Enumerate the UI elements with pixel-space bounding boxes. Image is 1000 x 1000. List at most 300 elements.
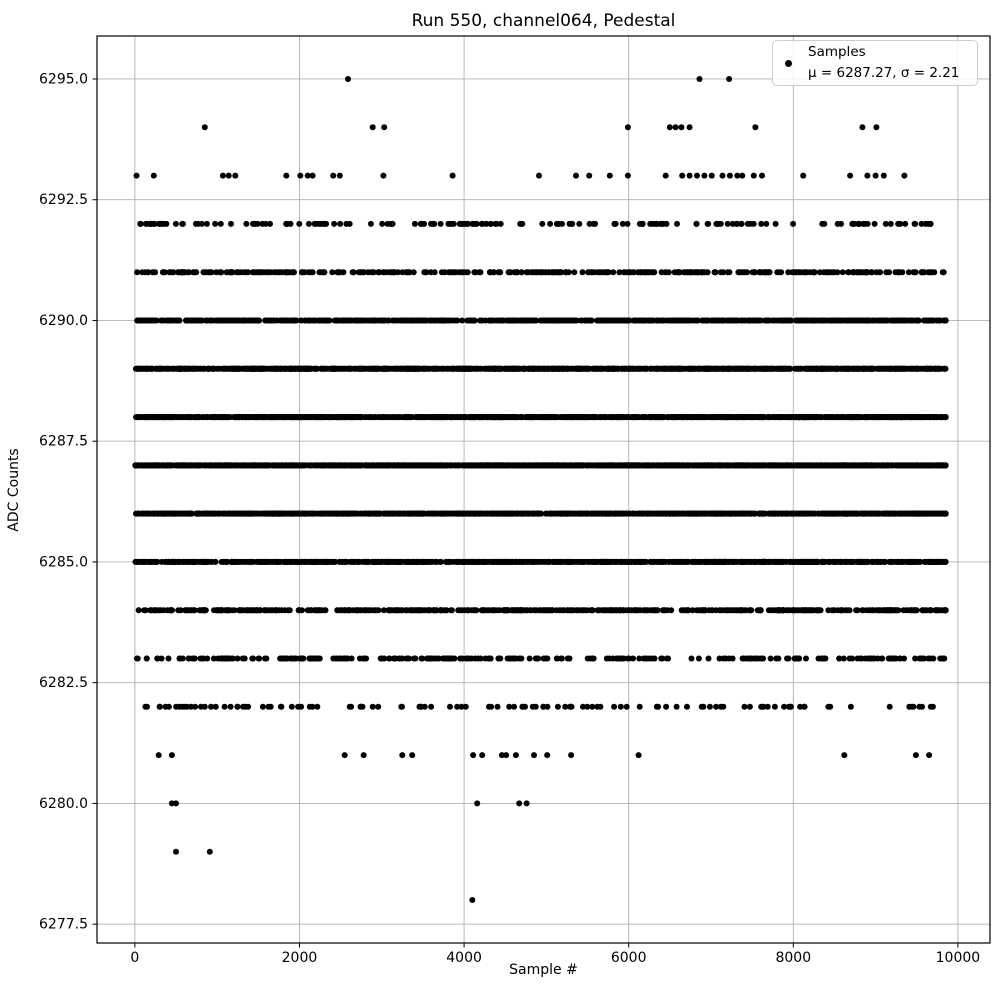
sample-point [185,318,191,324]
sample-point [777,269,783,275]
sample-point [756,318,762,324]
sample-point [305,366,311,372]
sample-point [566,318,572,324]
sample-point [218,269,224,275]
sample-point [943,318,949,324]
sample-point [692,414,698,420]
sample-point [733,318,739,324]
sample-point [500,414,506,420]
sample-point [895,269,901,275]
sample-point [220,173,226,179]
sample-point [586,173,592,179]
sample-point [643,366,649,372]
sample-point [405,366,411,372]
sample-point [663,173,669,179]
sample-point [864,269,870,275]
sample-point [859,414,865,420]
sample-point [901,173,907,179]
sample-point [212,221,218,227]
sample-point [513,414,519,420]
sample-point [612,318,618,324]
sample-point [604,269,610,275]
sample-point [260,269,266,275]
sample-point [370,124,376,130]
sample-point [514,269,520,275]
sample-point [440,318,446,324]
sample-point [889,414,895,420]
sample-point [134,173,140,179]
sample-point [701,173,707,179]
sample-point [449,221,455,227]
sample-point [912,221,918,227]
sample-point [835,221,841,227]
sample-point [779,318,785,324]
sample-point [914,318,920,324]
sample-point [660,221,666,227]
sample-point [873,124,879,130]
sample-point [702,366,708,372]
sample-point [426,366,432,372]
sample-point [676,269,682,275]
sample-point [625,124,631,130]
sample-point [859,366,865,372]
sample-point [457,366,463,372]
sample-point [389,221,395,227]
sample-point [864,173,870,179]
sample-point [227,318,233,324]
sample-point [438,221,444,227]
sample-point [720,414,726,420]
sample-point [873,173,879,179]
sample-point [750,366,756,372]
sample-point [597,318,603,324]
sample-point [144,221,150,227]
sample-point [765,318,771,324]
sample-point [395,414,401,420]
sample-point [193,269,199,275]
sample-point [733,414,739,420]
sample-point [382,366,388,372]
sample-point [840,269,846,275]
sample-point [380,173,386,179]
sample-point [849,221,855,227]
sample-point [821,269,827,275]
sample-point [330,173,336,179]
sample-point [694,173,700,179]
sample-point [368,221,374,227]
sample-point [919,269,925,275]
sample-point [737,269,743,275]
sample-point [705,221,711,227]
sample-point [162,269,168,275]
sample-point [613,221,619,227]
sample-point [559,221,565,227]
sample-point [697,366,703,372]
sample-point [538,318,544,324]
sample-point [592,221,598,227]
sample-point [718,221,724,227]
sample-point [179,221,185,227]
sample-point [137,221,143,227]
sample-point [399,366,405,372]
sample-point [925,269,931,275]
sample-point [821,318,827,324]
sample-point [173,221,179,227]
sample-point [539,414,545,420]
sample-point [821,221,827,227]
sample-point [790,221,796,227]
sample-point [321,221,327,227]
sample-point [739,173,745,179]
sample-point [209,269,215,275]
sample-point [727,366,733,372]
sample-point [152,221,158,227]
sample-point [576,221,582,227]
sample-point [498,221,504,227]
sample-point [610,414,616,420]
sample-point [773,221,779,227]
sample-point [914,414,920,420]
sample-point [665,366,671,372]
sample-point [191,318,197,324]
sample-point [232,173,238,179]
sample-point [326,414,332,420]
sample-point [145,269,151,275]
sample-point [758,221,764,227]
sample-point [526,366,532,372]
sample-point [220,318,226,324]
sample-point [283,173,289,179]
sample-point [433,366,439,372]
sample-point [368,414,374,420]
sample-point [678,124,684,130]
sample-point [782,366,788,372]
sample-point [476,414,482,420]
sample-point [248,318,254,324]
sample-point [660,318,666,324]
sample-point [659,269,665,275]
sample-point [361,269,367,275]
sample-point [490,414,496,420]
sample-point [558,318,564,324]
sample-point [243,221,249,227]
sample-point [366,366,372,372]
sample-point [888,221,894,227]
sample-point [895,318,901,324]
sample-point [804,318,810,324]
sample-point [507,318,513,324]
sample-point [652,221,658,227]
sample-point [228,221,234,227]
sample-point [331,221,337,227]
sample-point [152,414,158,420]
sample-point [838,318,844,324]
sample-point [339,318,345,324]
chart-title: Run 550, channel064, Pedestal [411,11,676,31]
sample-point [359,414,365,420]
sample-point [533,414,539,420]
sample-point [337,221,343,227]
sample-point [573,173,579,179]
sample-point [828,318,834,324]
sample-point [403,414,409,420]
sample-point [803,269,809,275]
sample-point [712,269,718,275]
sample-point [596,366,602,372]
sample-point [499,318,505,324]
sample-point [337,414,343,420]
sample-point [733,221,739,227]
sample-point [213,318,219,324]
sample-point [424,414,430,420]
sample-point [424,269,430,275]
sample-point [726,76,732,82]
sample-point [774,366,780,372]
sample-point [847,173,853,179]
sample-point [197,414,203,420]
sample-point [941,269,947,275]
sample-point [293,414,299,420]
sample-point [855,269,861,275]
sample-point [466,366,472,372]
sample-point [597,414,603,420]
sample-point [892,366,898,372]
sample-point [666,269,672,275]
sample-point [912,269,918,275]
sample-point [384,269,390,275]
sample-point [674,221,680,227]
sample-point [333,366,339,372]
sample-point [928,366,934,372]
sample-point [442,269,448,275]
sample-point [321,269,327,275]
sample-point [877,269,883,275]
sample-point [785,269,791,275]
sample-point [350,414,356,420]
sample-point [747,318,753,324]
sample-point [231,366,237,372]
sample-point [931,269,937,275]
sample-point [319,414,325,420]
sample-point [568,221,574,227]
sample-point [193,221,199,227]
sample-point [325,366,331,372]
sample-point [314,366,320,372]
sample-point [786,414,792,420]
sample-point [757,414,763,420]
sample-point [620,221,626,227]
sample-point [539,366,545,372]
sample-point [412,221,418,227]
sample-point [232,414,238,420]
sample-point [297,173,303,179]
sample-point [580,269,586,275]
sample-point [532,269,538,275]
sample-point [843,366,849,372]
sample-point [635,269,641,275]
sample-point [346,366,352,372]
sample-point [902,318,908,324]
sample-point [185,414,191,420]
sample-point [935,366,941,372]
sample-point [897,414,903,420]
sample-point [302,318,308,324]
sample-point [884,318,890,324]
sample-point [575,366,581,372]
sample-point [381,124,387,130]
sample-point [280,318,286,324]
sample-point [617,414,623,420]
sample-point [627,366,633,372]
sample-point [168,414,174,420]
sample-point [697,76,703,82]
sample-point [289,366,295,372]
sample-point [718,269,724,275]
sample-point [137,366,143,372]
sample-point [718,318,724,324]
sample-point [625,173,631,179]
sample-point [470,221,476,227]
sample-point [845,414,851,420]
sample-point [583,318,589,324]
sample-point [291,269,297,275]
sample-point [532,318,538,324]
sample-point [632,414,638,420]
sample-point [450,173,456,179]
sample-point [175,414,181,420]
sample-point [693,221,699,227]
sample-point [900,366,906,372]
sample-point [400,318,406,324]
band-6291 [134,269,947,275]
sample-point [776,414,782,420]
sample-point [318,318,324,324]
sample-point [226,173,232,179]
sample-point [876,366,882,372]
sample-point [687,173,693,179]
sample-point [872,221,878,227]
sample-point [379,221,385,227]
sample-point [654,318,660,324]
sample-point [712,414,718,420]
sample-point [659,366,665,372]
sample-point [438,414,444,420]
sample-point [752,124,758,130]
sample-point [325,318,331,324]
sample-point [242,269,248,275]
sample-point [459,414,465,420]
sample-point [925,318,931,324]
sample-point [571,269,577,275]
sample-point [651,414,657,420]
sample-point [153,318,159,324]
sample-point [379,414,385,420]
sample-point [771,318,777,324]
sample-point [336,269,342,275]
sample-point [583,414,589,420]
grid [97,36,990,943]
sample-point [596,269,602,275]
sample-point [267,221,273,227]
sample-point [727,414,733,420]
sample-point [688,269,694,275]
sample-point [539,221,545,227]
sample-point [875,318,881,324]
sample-point [679,173,685,179]
sample-point [255,318,261,324]
sample-point [281,414,287,420]
sample-point [572,318,578,324]
sample-point [225,414,231,420]
band-6293 [134,173,908,179]
sample-point [302,414,308,420]
sample-point [937,414,943,420]
sample-point [268,318,274,324]
sample-point [552,366,558,372]
sample-point [393,318,399,324]
sample-point [355,366,361,372]
sample-point [479,318,485,324]
sample-point [651,269,657,275]
sample-point [857,318,863,324]
sample-point [291,318,297,324]
sample-point [477,366,483,372]
sample-point [306,221,312,227]
sample-point [192,366,198,372]
sample-point [726,269,732,275]
sample-point [677,366,683,372]
sample-point [727,173,733,179]
sample-point [416,414,422,420]
band-6292 [137,221,934,227]
sample-point [313,414,319,420]
sample-point [764,366,770,372]
sample-point [391,366,397,372]
sample-point [370,269,376,275]
sample-point [490,318,496,324]
sample-point [389,269,395,275]
sample-point [483,366,489,372]
sample-point [641,318,647,324]
sample-point [551,414,557,420]
sample-point [909,366,915,372]
sample-point [212,366,218,372]
sample-point [379,318,385,324]
sample-point [255,414,261,420]
sample-point [488,221,494,227]
sample-point [739,318,745,324]
sample-point [484,414,490,420]
sample-point [859,124,865,130]
sample-point [942,366,948,372]
sample-point [258,366,264,372]
sample-point [607,173,613,179]
sample-point [539,269,545,275]
sample-point [867,318,873,324]
sample-point [738,366,744,372]
sample-point [224,269,230,275]
sample-point [935,318,941,324]
sample-point [178,269,184,275]
sample-point [906,269,912,275]
sample-point [452,366,458,372]
sample-point [469,318,475,324]
sample-point [559,414,565,420]
sample-point [152,269,158,275]
sample-point [157,221,163,227]
sample-point [155,366,161,372]
sample-point [521,366,527,372]
